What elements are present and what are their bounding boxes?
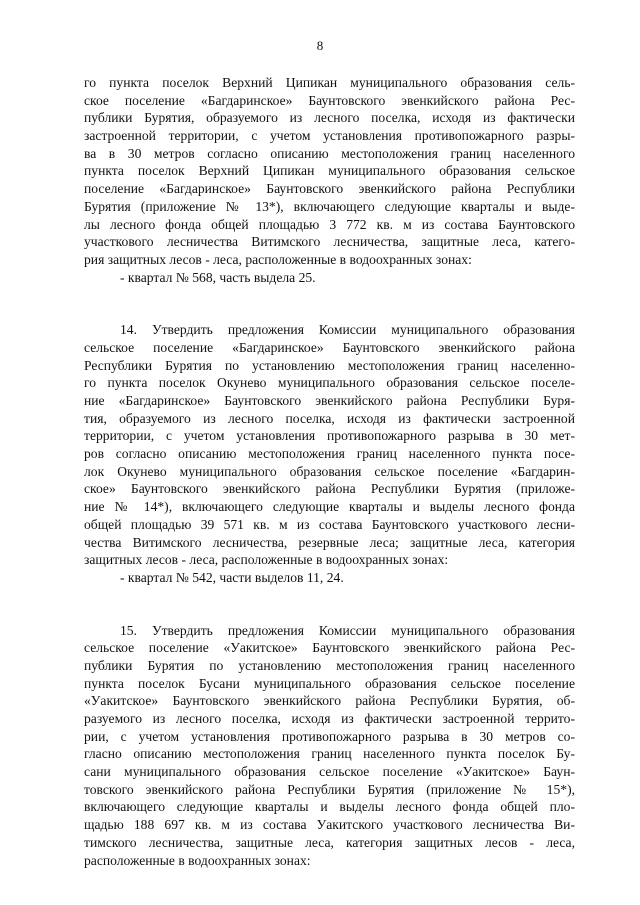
text-line: расположенные в водоохранных зонах: xyxy=(84,852,311,868)
text-line: сельское поселение «Багдаринское» Баунтовского эвенкийского района xyxy=(84,339,575,355)
text-line: го пункта поселок Окунево муниципального образования сельское поселе- xyxy=(84,375,575,391)
text-line: лок Окунево муниципального образования сельское поселение «Багдарин- xyxy=(84,463,575,479)
text-line: пункта поселок Бусани муниципального образования сельское поселение xyxy=(84,675,575,691)
text-line: общей площадью 39 571 кв. м из состава Баунтовского участкового лесни- xyxy=(84,516,575,532)
text-line: тия, образуемого из лесного поселка, исходя из фактически застроенной xyxy=(84,410,575,426)
text-line: поселение «Багдаринское» Баунтовского эвенкийского района Республики xyxy=(84,181,575,197)
text-line: чества Витимского лесничества, резервные леса; защитные леса, категория xyxy=(84,534,575,550)
paragraph-14 xyxy=(84,321,575,586)
text-line: сани муниципального образования сельское поселение «Уакитское» Баун- xyxy=(84,764,575,780)
text-line: ва в 30 метров согласно описанию местоположения границ населенного xyxy=(84,145,575,161)
text-line: 14. Утвердить предложения Комиссии муниципального образования xyxy=(120,322,575,338)
document-body xyxy=(84,74,575,869)
text-line: застроенной территории, с учетом установления противопожарного разры- xyxy=(84,128,575,144)
paragraph-15 xyxy=(84,622,575,870)
text-line: товского эвенкийского района Республики Бурятия (приложение № 15*), xyxy=(84,781,575,797)
text-line: ров согласно описанию местоположения границ населенного пункта посе- xyxy=(84,446,575,462)
text-line: Бурятия (приложение № 13*), включающего следующие кварталы и выде- xyxy=(84,198,575,214)
text-line: го пункта поселок Верхний Ципикан муниципального образования сель- xyxy=(84,75,575,90)
text-line: ние № 14*), включающего следующие кварталы и выделы лесного фонда xyxy=(84,499,575,515)
text-line: рия защитных лесов - леса, расположенные в водоохранных зонах: xyxy=(84,251,472,267)
text-line: пункта поселок Верхний Ципикан муниципального образования сельское xyxy=(84,163,575,179)
text-line: 15. Утвердить предложения Комиссии муниципального образования xyxy=(120,622,575,638)
list-item: - квартал № 542, части выделов 11, 24. xyxy=(120,569,344,585)
text-line: территории, с учетом установления противопожарного разрыва в 30 мет- xyxy=(84,428,575,444)
text-line: публики Бурятия, образуемого из лесного поселка, исходя из фактически xyxy=(84,110,575,126)
text-line: разуемого из лесного поселка, исходя из фактически застроенной террито- xyxy=(84,711,575,726)
text-line: участкового лесничества Витимского лесничества, защитные леса, катего- xyxy=(84,234,575,250)
text-line: лы лесного фонда общей площадью 3 772 кв. м из состава Баунтовского xyxy=(84,216,575,232)
text-line: Республики Бурятия по установлению местоположения границ населенно- xyxy=(84,357,575,373)
text-line: ское поселение «Багдаринское» Баунтовского эвенкийского района Рес- xyxy=(84,92,575,108)
text-line: ние «Багдаринское» Баунтовского эвенкийского района Республики Буря- xyxy=(84,393,575,408)
text-line: защитных лесов - леса, расположенные в водоохранных зонах: xyxy=(84,552,449,568)
paragraph-spacer xyxy=(84,286,575,321)
text-line: публики Бурятия по установлению местоположения границ населенного xyxy=(84,657,575,673)
paragraph-13-continuation xyxy=(84,74,575,286)
text-line: сельское поселение «Уакитское» Баунтовского эвенкийского района Рес- xyxy=(84,640,575,656)
text-line: включающего следующие кварталы и выделы лесного фонда общей пло- xyxy=(84,799,575,815)
text-line: щадью 188 697 кв. м из состава Уакитского участкового лесничества Ви- xyxy=(84,817,575,833)
text-line: гласно описанию местоположения границ населенного пункта поселок Бу- xyxy=(84,746,575,762)
page-number: 8 xyxy=(316,38,324,53)
text-line: рии, с учетом установления противопожарного разрыва в 30 метров со- xyxy=(84,728,575,744)
text-line: ское» Баунтовского эвенкийского района Республики Бурятия (приложе- xyxy=(84,481,575,497)
paragraph-spacer xyxy=(84,587,575,622)
text-line: тимского лесничества, защитные леса, категория защитных лесов - леса, xyxy=(84,834,575,850)
list-item: - квартал № 568, часть выдела 25. xyxy=(120,269,316,285)
text-line: «Уакитское» Баунтовского эвенкийского района Республики Бурятия, об- xyxy=(84,693,575,709)
